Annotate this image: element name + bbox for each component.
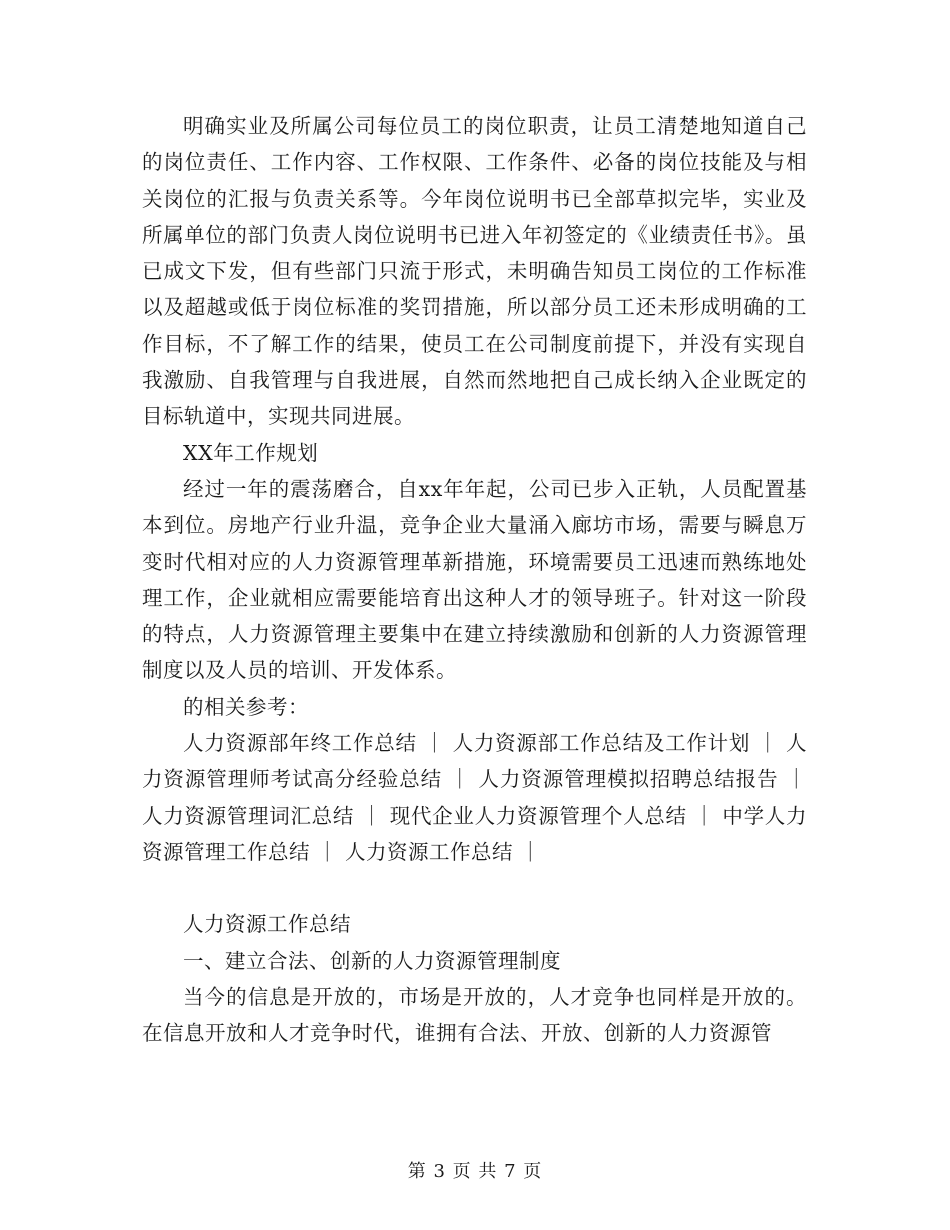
page-number-footer: 第 3 页 共 7 页 — [407, 1161, 543, 1182]
section-heading-hr-system: 一、建立合法、创新的人力资源管理制度 — [183, 948, 561, 973]
related-references-label: 的相关参考： — [183, 694, 309, 719]
related-references-links: 人力资源部年终工作总结 ｜ 人力资源部工作总结及工作计划 ｜ 人力资源管理师考试高分经验总结 ｜ 人力资源管理模拟招聘总结报告 ｜ 人力资源管理词汇总结 ｜ 现代企业人力资源管理个人总结 ｜ 中学人力资源管理工作总结 ｜ 人力资源工作总结 ｜ — [142, 731, 807, 864]
paragraph-job-responsibilities: 明确实业及所属公司每位员工的岗位职责，让员工清楚地知道自己的岗位责任、工作内容、工作权限、工作条件、必备的岗位技能及与相关岗位的汇报与负责关系等。今年岗位说明书已全部草拟完毕，实业及所属单位的部门负责人岗位说明书已进入年初签定的《业绩责任书》。虽已成文下发，但有些部门只流于形式，未明确告知员工岗位的工作标准以及超越或低于岗位标准的奖罚措施，所以部分员工还未形成明确的工作目标，不了解工作的结果，使员工在公司制度前提下，并没有实现自我激励、自我管理与自我进展，自然而然地把自己成长纳入企业既定的目标轨道中，实现共同进展。 — [142, 114, 807, 429]
blank-line — [142, 870, 807, 906]
paragraph-open-information: 当今的信息是开放的，市场是开放的，人才竞争也同样是开放的。在信息开放和人才竞争时代，谁拥有合法、开放、创新的人力资源管 — [142, 984, 807, 1046]
section-title-hr-summary: 人力资源工作总结 — [183, 912, 351, 937]
section-heading-work-plan: XX年工作规划 — [183, 440, 319, 465]
paragraph-work-plan: 经过一年的震荡磨合，自xx年年起，公司已步入正轨，人员配置基本到位。房地产行业升温，竞争企业大量涌入廊坊市场，需要与瞬息万变时代相对应的人力资源管理革新措施，环境需要员工迅速而熟练地处理工作，企业就相应需要能培育出这种人才的领导班子。针对这一阶段的特点，人力资源管理主要集中在建立持续激励和创新的人力资源管理制度以及人员的培训、开发体系。 — [142, 476, 807, 683]
document-body — [142, 108, 807, 1051]
